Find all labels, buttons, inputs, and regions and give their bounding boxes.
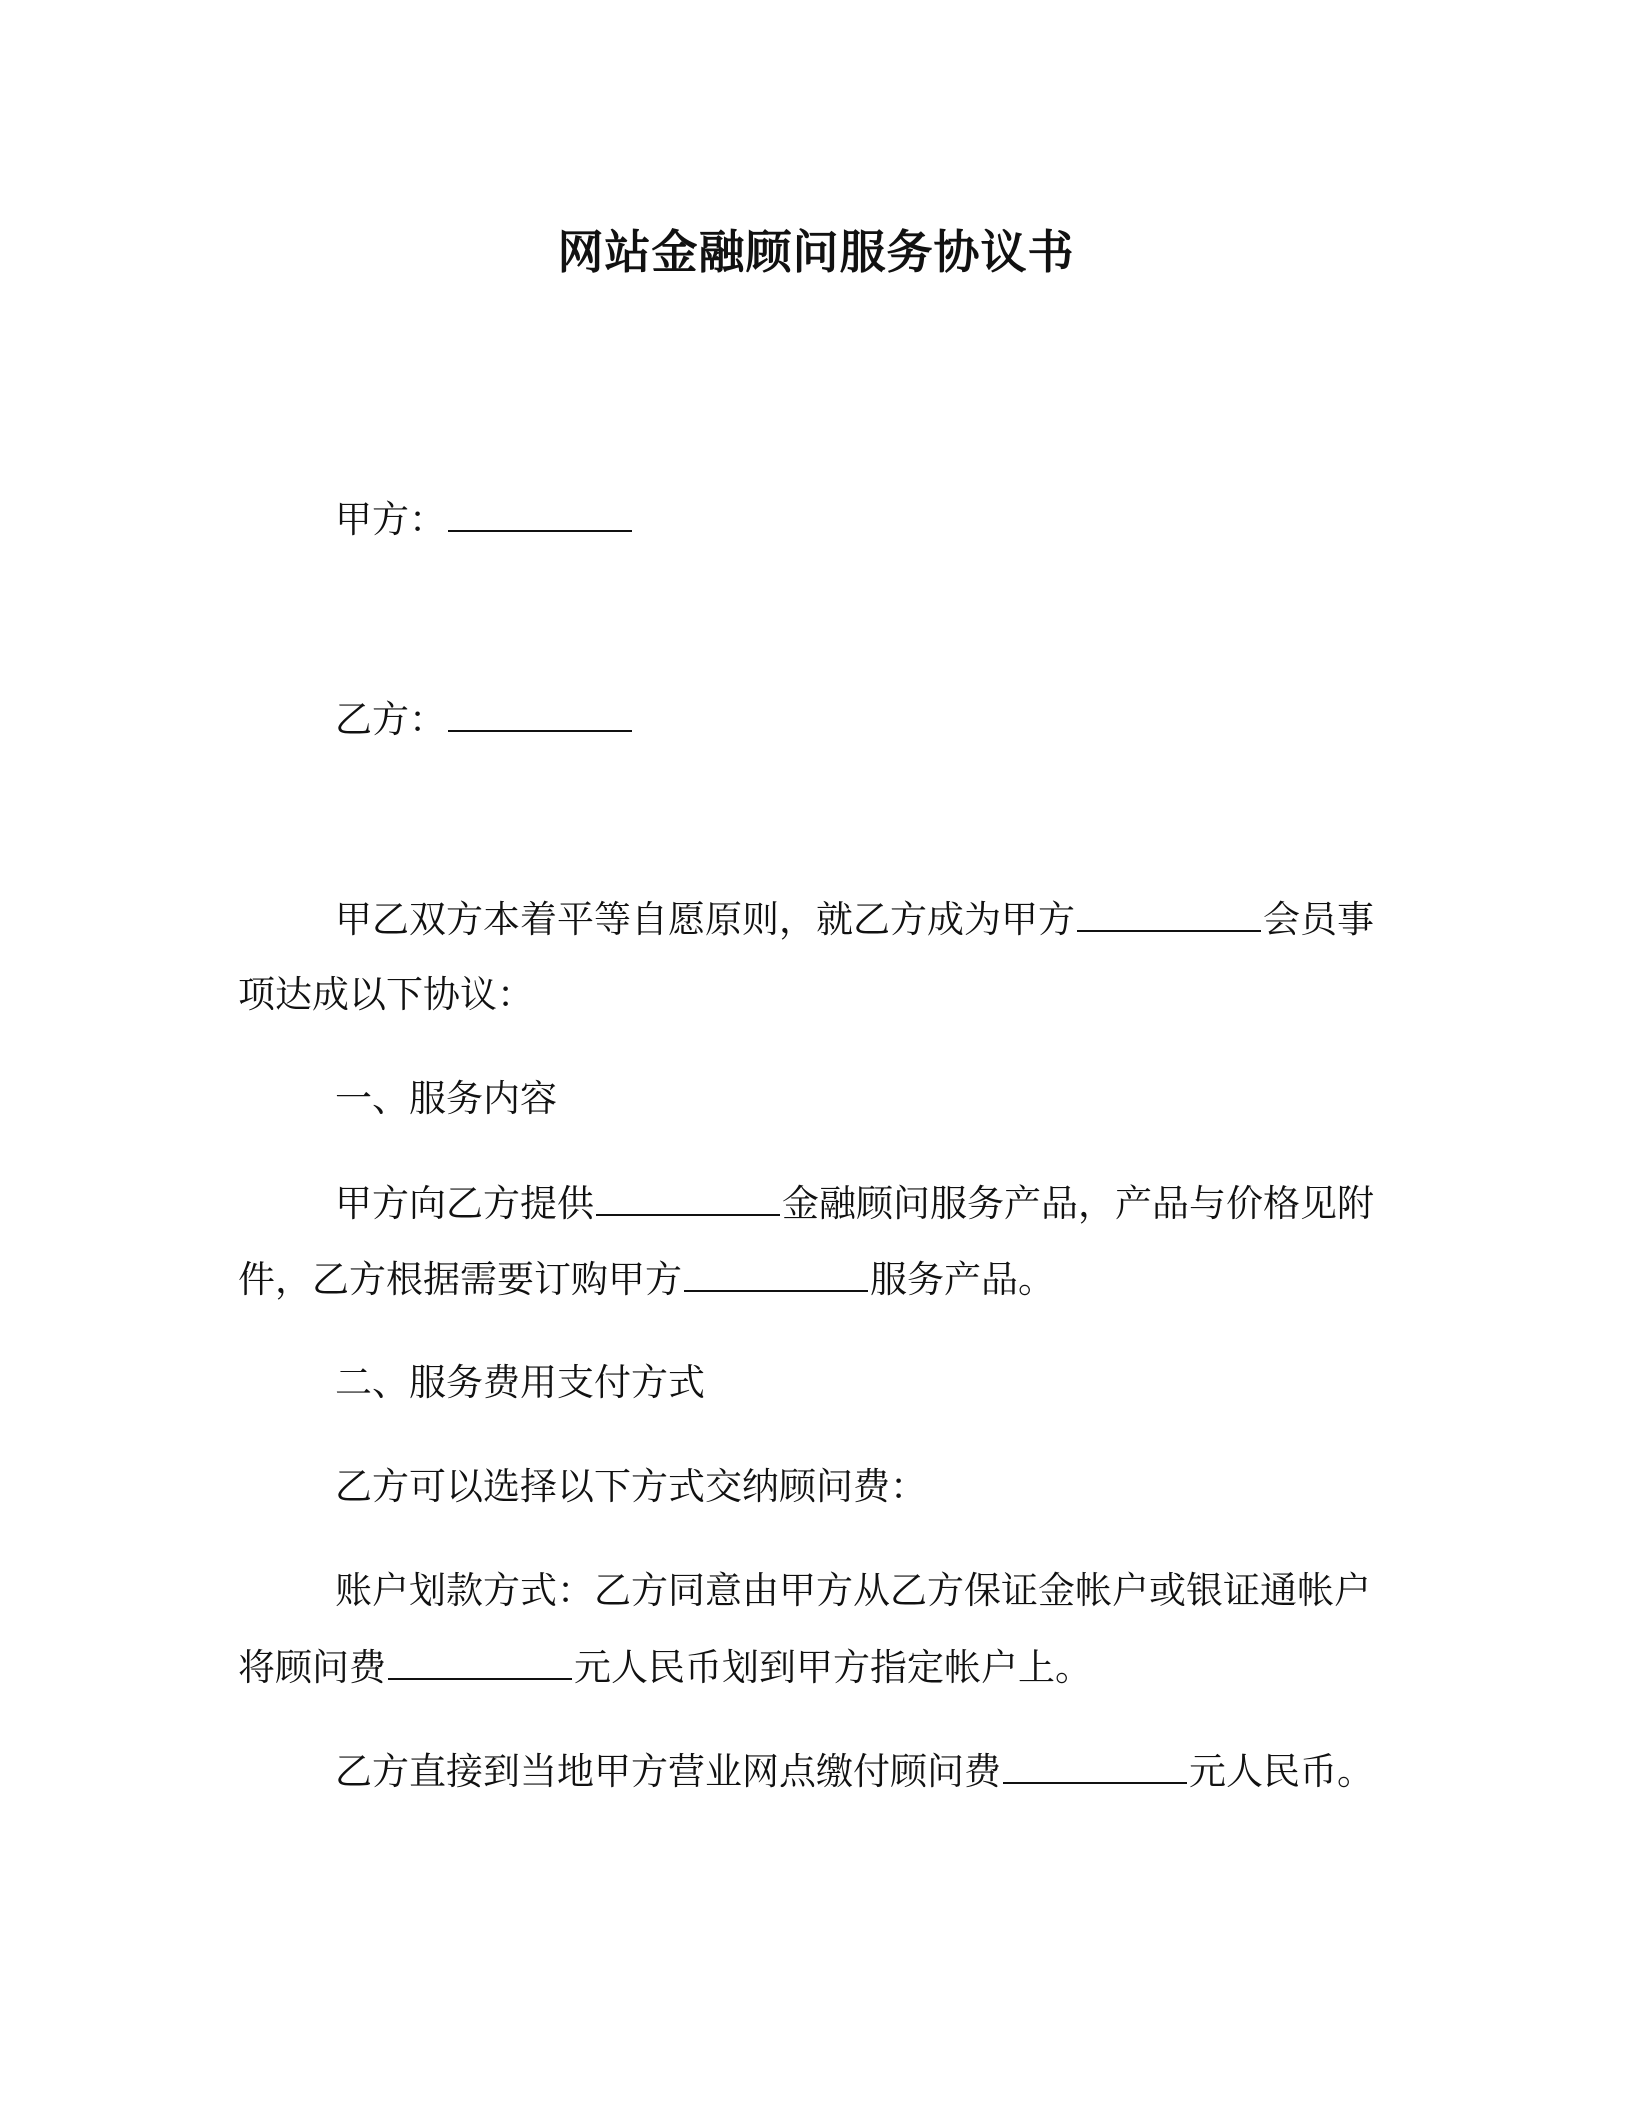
section2-text-4: 乙方直接到当地甲方营业网点缴付顾问费 <box>335 1750 1001 1793</box>
section2-blank-1 <box>388 1642 572 1680</box>
party-a-label: 甲方： <box>335 498 446 541</box>
party-b-blank <box>448 694 632 732</box>
section1-para-line-2 <box>238 1254 1055 1305</box>
intro-text-3: 项达成以下协议： <box>238 973 534 1016</box>
intro-line-1 <box>335 894 1374 945</box>
section2-text-1: 账户划款方式：乙方同意由甲方从乙方保证金帐户或银证通帐户 <box>335 1569 1371 1612</box>
intro-blank <box>1077 894 1261 932</box>
section1-blank-1 <box>596 1178 780 1216</box>
section1-heading: 一、服务内容 <box>335 1077 557 1120</box>
party-a-line <box>335 494 634 545</box>
party-b-line <box>335 694 634 745</box>
section1-para-line-1 <box>335 1178 1374 1229</box>
intro-line-2 <box>238 970 534 1020</box>
section1-blank-2 <box>684 1254 868 1292</box>
section2-text-5: 元人民币。 <box>1189 1750 1374 1793</box>
section2-text-3: 元人民币划到甲方指定帐户上。 <box>574 1646 1092 1689</box>
section2-para-2-line-1 <box>335 1566 1371 1616</box>
section2-para-3 <box>335 1746 1374 1797</box>
section1-text-2: 金融顾问服务产品，产品与价格见附 <box>782 1182 1374 1225</box>
section1-text-3: 件，乙方根据需要订购甲方 <box>238 1258 682 1301</box>
party-b-label: 乙方： <box>335 698 446 741</box>
section1-text-1: 甲方向乙方提供 <box>335 1182 594 1225</box>
party-a-blank <box>448 494 632 532</box>
section2-para-2-line-2 <box>238 1642 1092 1693</box>
section2-heading: 二、服务费用支付方式 <box>335 1361 705 1404</box>
document-title: 网站金融顾问服务协议书 <box>557 225 1075 279</box>
section1-text-4: 服务产品。 <box>870 1258 1055 1301</box>
intro-text-1: 甲乙双方本着平等自愿原则，就乙方成为甲方 <box>335 898 1075 941</box>
section2-para-1: 乙方可以选择以下方式交纳顾问费： <box>335 1465 927 1508</box>
section2-text-2: 将顾问费 <box>238 1646 386 1689</box>
section2-blank-2 <box>1003 1746 1187 1784</box>
intro-text-2: 会员事 <box>1263 898 1374 941</box>
